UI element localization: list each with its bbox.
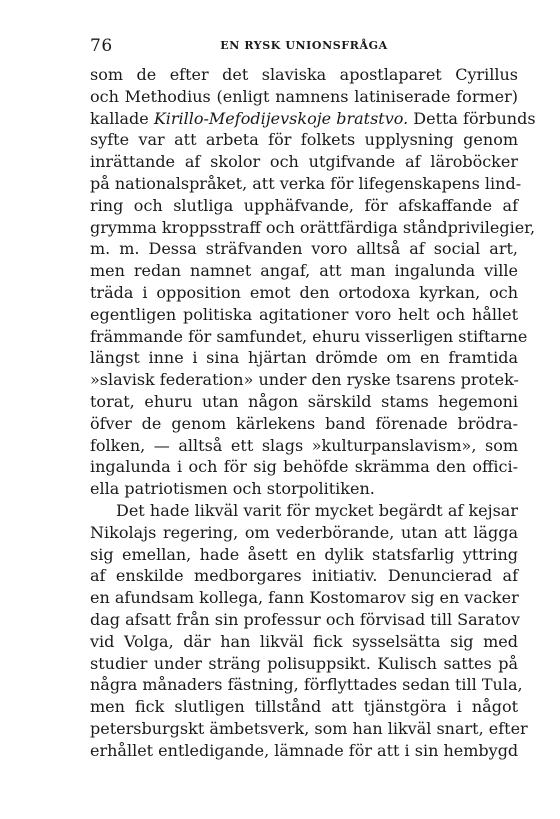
text-line: öfver de genom kärlekens band förenade brödra- [90, 413, 518, 433]
text-line: folken, — alltså ett slags »kulturpanslavism», som [90, 435, 518, 455]
text-line: främmande för samfundet, ehuru visserligen stiftarne [90, 326, 528, 346]
text-line: men redan namnet angaf, att man ingalunda ville [90, 261, 518, 281]
text-line: längst inne i sina hjärtan drömde om en framtida [90, 348, 518, 368]
text-line: studier under sträng polisuppsikt. Kulisch sattes på [90, 653, 518, 673]
text-line: dag afsatt från sin professur och förvisad till Saratov [90, 609, 520, 629]
text-line: på nationalspråket, att verka för lifegenskapens lind- [90, 173, 522, 193]
text-line: sig emellan, hade åsett en dylik statsfarlig yttring [90, 544, 518, 564]
text-line: grymma kroppsstraff och orättfärdiga ståndprivilegier, [90, 217, 536, 237]
text-line: inrättande af skolor och utgifvande af läroböcker [90, 152, 518, 172]
text-line: torat, ehuru utan någon särskild stams hegemoni [90, 391, 518, 411]
text-line: ring och slutliga upphäfvande, för afskaffande af [90, 195, 518, 215]
text-line: petersburgskt ämbetsverk, som han likväl snart, efter [90, 718, 528, 738]
text-line: men fick slutligen tillstånd att tjänstgöra i något [90, 697, 518, 717]
text-line: en afundsam kollega, fann Kostomarov sig en vacker [90, 588, 519, 608]
text-line: syfte var att arbeta för folkets upplysning genom [90, 130, 518, 150]
text-fragment: kallade [90, 108, 154, 128]
paragraph-2 [90, 500, 528, 762]
paragraph-1 [90, 64, 536, 500]
text-line: som de efter det slaviska apostlaparet Cyrillus [90, 65, 518, 84]
text-line: m. m. Dessa sträfvanden voro alltså af social art, [90, 239, 518, 259]
text-line: träda i opposition emot den ortodoxa kyrkan, och [90, 282, 518, 302]
text-line [90, 108, 536, 130]
text-line: »slavisk federation» under den ryske tsarens protek- [90, 370, 519, 390]
running-head: EN RYSK UNIONSFRÅGA [220, 39, 388, 52]
text-line: egentligen politiska agitationer voro helt och hållet [90, 304, 518, 324]
text-line: erhållet entledigande, lämnade för att i sin hembygd [90, 740, 519, 760]
body-text [90, 64, 536, 762]
text-line: och Methodius (enligt namnens latiniserade former) [90, 86, 518, 106]
text-line: Det hade likväl varit för mycket begärdt af kejsar [116, 500, 518, 520]
page-header [90, 36, 518, 60]
text-fragment: Detta förbunds [408, 108, 536, 128]
text-line: Nikolajs regering, om vederbörande, utan att lägga [90, 522, 518, 542]
page-number: 76 [90, 36, 113, 56]
text-line: af enskilde medborgares initiativ. Denuncierad af [90, 566, 518, 586]
italic-title: Kirillo-Mefodijevskoje bratstvo. [153, 108, 409, 128]
text-line: ella patriotismen och storpolitiken. [90, 479, 375, 499]
text-line: ingalunda i och för sig behöfde skrämma den offici- [90, 457, 518, 477]
text-line: några månaders fästning, förflyttades sedan till Tula, [90, 675, 523, 695]
text-line: vid Volga, där han likväl fick sysselsätta sig med [90, 631, 518, 651]
